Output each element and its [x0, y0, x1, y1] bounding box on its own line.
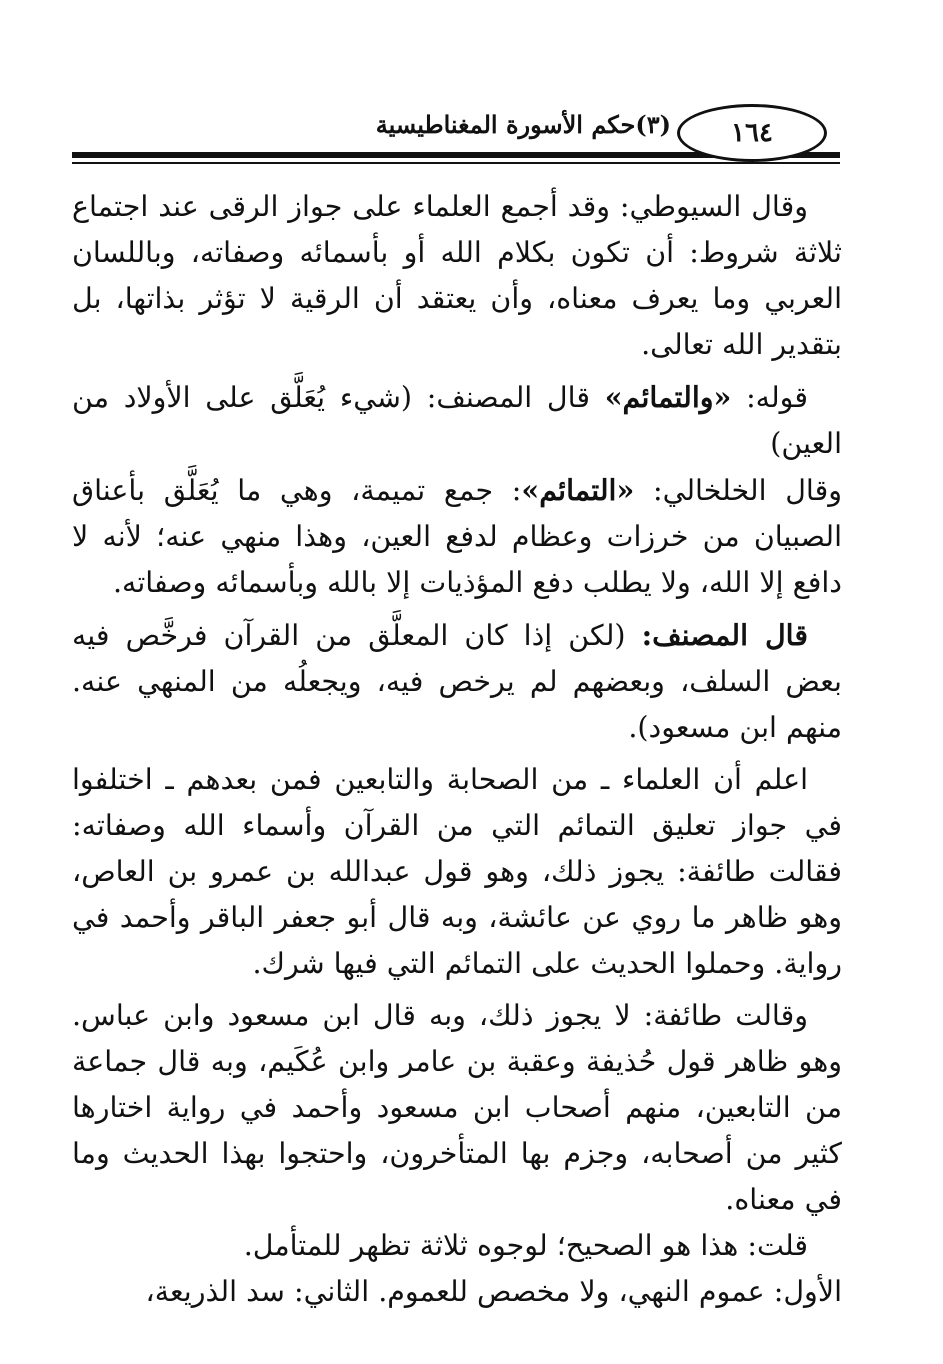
- paragraph-lead: قوله:: [746, 381, 808, 414]
- paragraph-text: : جمع تميمة، وهي ما يُعَلَّق بأعناق الصبيان من خرزات وعظام لدفع العين، وهذا منهي عنه؛ لأنه لا دافع إلا الله، ولا يطلب دفع المؤذيات إلا بالله وبأسمائه وصفاته.: [72, 474, 842, 599]
- paragraph-text: (لكن إذا كان المعلَّق من القرآن فرخَّص فيه بعض السلف، وبعضهم لم يرخص فيه، ويجعلُه من المنهي عنه. منهم ابن مسعود).: [72, 619, 842, 744]
- page-body: [72, 184, 842, 1315]
- paragraph-la-yajuz: [72, 993, 842, 1223]
- paragraph-text: قلت: هذا هو الصحيح؛ لوجوه ثلاثة تظهر للمتأمل.: [243, 1229, 808, 1262]
- page-header: [0, 0, 943, 170]
- header-rule-thin: [72, 162, 840, 164]
- paragraph-qawluhu-tamaim: [72, 374, 842, 467]
- paragraph-khalkhali: [72, 467, 842, 606]
- paragraph-text: الأول: عموم النهي، ولا مخصص للعموم. الثاني: سد الذريعة،: [145, 1275, 842, 1308]
- paragraph-text: وقالت طائفة: لا يجوز ذلك، وبه قال ابن مسعود وابن عباس. وهو ظاهر قول حُذيفة وعقبة بن عامر وابن عُكَيم، وبه قال جماعة من التابعين، منهم أصحاب ابن مسعود وأحمد في رواية اختارها كثير من أصحابه، وجزم بها المتأخرون، واحتجوا بهذا الحديث وما في معناه.: [72, 999, 842, 1216]
- paragraph-musannif: [72, 612, 842, 751]
- paragraph-text: وقال السيوطي: وقد أجمع العلماء على جواز الرقى عند اجتماع ثلاثة شروط: أن تكون بكلام الله أو بأسمائه وصفاته، وباللسان العربي وما يعرف معناه، وأن يعتقد أن الرقية لا تؤثر بذاتها، بل بتقدير الله تعالى.: [72, 190, 842, 361]
- page-number: ١٦٤: [731, 118, 773, 148]
- bold-term: «التمائم»: [521, 473, 635, 507]
- running-title: (٣)حكم الأسورة المغناطيسية: [375, 110, 671, 139]
- bold-term: «والتمائم»: [604, 380, 732, 414]
- paragraph-text: اعلم أن العلماء ـ من الصحابة والتابعين فمن بعدهم ـ اختلفوا في جواز تعليق التمائم التي من القرآن وأسماء الله وصفاته: فقالت طائفة: يجوز ذلك، وهو قول عبدالله بن عمرو بن العاص، وهو ظاهر ما روي عن عائشة، وبه قال أبو جعفر الباقر وأحمد في رواية. وحملوا الحديث على التمائم التي فيها شرك.: [72, 763, 842, 980]
- bold-term: قال المصنف:: [641, 618, 808, 652]
- page-number-oval: [677, 104, 827, 162]
- paragraph-lead: وقال الخلخالي:: [652, 474, 842, 507]
- paragraph-suyuti: [72, 184, 842, 368]
- paragraph-ulama-ikhtalafu: [72, 757, 842, 987]
- paragraph-al-awwal: [72, 1269, 842, 1315]
- paragraph-qultu: [72, 1223, 842, 1269]
- paragraph-text: قال المصنف: (شيء يُعَلَّق على الأولاد من العين): [72, 381, 842, 460]
